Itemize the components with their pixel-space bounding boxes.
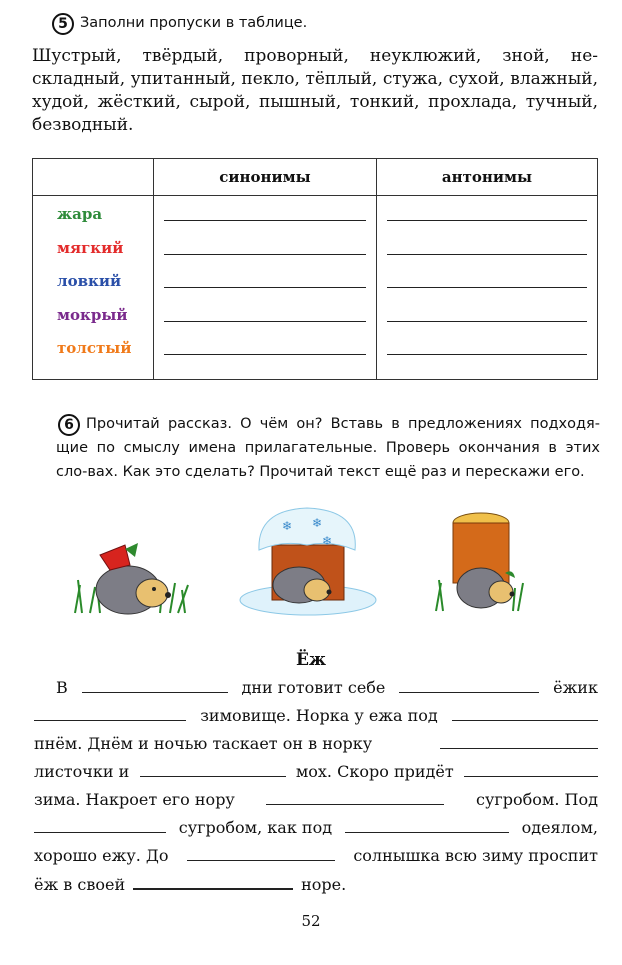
antonym-blank[interactable] <box>377 332 597 366</box>
story-text-fragment: дни готовит себе <box>241 678 386 697</box>
answer-blank[interactable] <box>440 734 598 749</box>
task-5-header <box>52 13 307 35</box>
answer-blank[interactable] <box>345 818 509 833</box>
story-text-fragment: листочки и <box>34 762 130 781</box>
word-list: Шустрый, твёрдый, проворный, неуклюжий, зной, не-складный, упитанный, пекло, тёплый, стужа, сухой, влажный, худой, жёсткий, сырой, пышный, тонкий, прохлада, тучный, безводный. <box>32 46 598 135</box>
story-text-fragment: солнышка всю зиму проспит <box>353 846 598 865</box>
page-number: 52 <box>301 912 321 930</box>
answer-blank[interactable] <box>82 678 228 693</box>
antonym-blank[interactable] <box>377 198 597 232</box>
svg-text:❄: ❄ <box>282 519 293 533</box>
svg-text:❄: ❄ <box>322 534 333 548</box>
story-text-fragment: хорошо ежу. До <box>34 846 169 865</box>
story-line <box>34 818 598 846</box>
answer-blank[interactable] <box>133 874 293 890</box>
story-line <box>34 678 598 706</box>
story-text-fragment: мох. Скоро придёт <box>295 762 454 781</box>
synonym-blank[interactable] <box>154 299 376 333</box>
story-line <box>34 762 598 790</box>
story-text-fragment: норе. <box>301 875 347 894</box>
synonym-blank[interactable] <box>154 332 376 366</box>
answer-blank[interactable] <box>34 818 166 833</box>
story-text-fragment: ёжик <box>553 678 598 697</box>
synonym-antonym-table <box>32 158 598 380</box>
synonym-blank[interactable] <box>154 232 376 266</box>
row-word: ловкий <box>57 272 122 290</box>
answer-blank[interactable] <box>34 706 186 721</box>
row-word: жара <box>57 205 103 223</box>
row-word: мягкий <box>57 238 124 257</box>
synonym-blank[interactable] <box>154 198 376 232</box>
story-title: Ёж <box>295 650 327 670</box>
story-text-fragment: сугробом, как под <box>178 818 333 837</box>
answer-blank[interactable] <box>266 790 444 805</box>
story-text <box>34 678 598 902</box>
story-line <box>34 846 598 874</box>
synonym-blank[interactable] <box>154 265 376 299</box>
antonym-blank[interactable] <box>377 265 597 299</box>
row-word: толстый <box>57 339 132 357</box>
svg-text:❄: ❄ <box>312 516 323 530</box>
row-word: мокрый <box>57 305 128 324</box>
story-line <box>34 874 598 902</box>
story-line <box>34 790 598 818</box>
hedgehog-with-leaf-illustration <box>70 535 195 615</box>
task-6-instruction: Прочитай рассказ. О чём он? Вставь в предложениях подходя-щие по смыслу имена прилагательные. Проверь окончания в этих сло-вах. Как это сделать? Прочитай текст ещё раз и перескажи его. <box>56 416 600 480</box>
story-text-fragment: одеялом, <box>521 818 598 837</box>
header-antonyms: антонимы <box>377 159 598 196</box>
answer-blank[interactable] <box>464 762 598 777</box>
story-line <box>34 706 598 734</box>
table-corner <box>33 159 154 196</box>
answer-blank[interactable] <box>399 678 539 693</box>
answer-blank[interactable] <box>140 762 286 777</box>
antonym-blank[interactable] <box>377 299 597 333</box>
story-text-fragment: зима. Накроет его нору <box>34 790 235 809</box>
words-column <box>33 196 154 380</box>
story-text-fragment: ёж в своей <box>34 875 126 894</box>
task-number-5: 5 <box>52 13 74 35</box>
antonyms-column <box>377 196 598 380</box>
story-text-fragment: сугробом. Под <box>476 790 598 809</box>
story-text-fragment: В <box>56 678 68 697</box>
hedgehog-under-snowy-stump-illustration <box>237 505 379 618</box>
answer-blank[interactable] <box>452 706 598 721</box>
synonyms-column <box>154 196 377 380</box>
hedgehog-by-stump-illustration <box>433 508 528 613</box>
header-synonyms: синонимы <box>154 159 377 196</box>
story-line <box>34 734 598 762</box>
task-number-6: 6 <box>58 414 80 436</box>
antonym-blank[interactable] <box>377 232 597 266</box>
task-6-header <box>58 412 600 484</box>
story-text-fragment: зимовище. Норка у ежа под <box>200 706 438 725</box>
task-5-instruction: Заполни пропуски в таблице. <box>80 15 308 31</box>
answer-blank[interactable] <box>187 846 335 861</box>
story-text-fragment: пнём. Днём и ночью таскает он в норку <box>34 734 373 753</box>
